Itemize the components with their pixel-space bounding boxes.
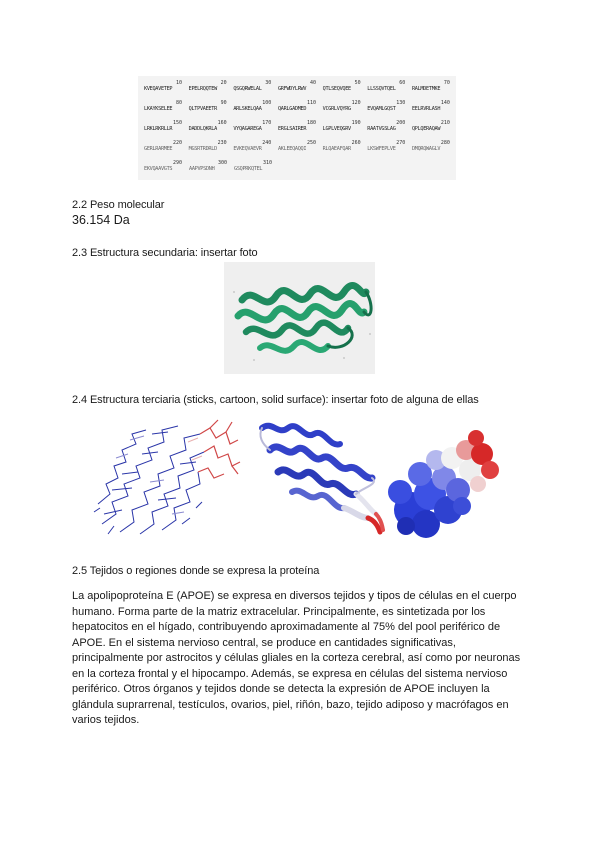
sequence-residues: LKSWFEPLVE — [367, 146, 396, 152]
sequence-block — [367, 80, 407, 92]
sequence-block — [233, 100, 273, 112]
paragraph-line: periférico. Otros órganos y tejidos donde se detecta la expresión de APOE incluyen la — [72, 683, 490, 695]
sequence-number: 170 — [262, 120, 272, 126]
cartoon-model-image — [252, 414, 386, 538]
sequence-row-2 — [144, 100, 452, 112]
sequence-residues: VYQAGAREGA — [233, 126, 262, 132]
sequence-block — [277, 140, 318, 152]
sequence-residues: ARLSKELQAA — [233, 106, 262, 112]
sequence-block — [367, 120, 407, 132]
sequence-number: 10 — [175, 80, 182, 86]
sequence-block — [144, 100, 184, 112]
solid-surface-image — [386, 430, 502, 542]
sequence-residues: RLQAEAFQAR — [322, 146, 351, 152]
sequence-residues: EKVQAAVGTS — [144, 166, 173, 172]
tissues-heading: 2.5 Tejidos o regiones donde se expresa la proteína — [72, 565, 320, 577]
sequence-residues: EVQAMLGQST — [367, 106, 396, 112]
sequence-number: 180 — [306, 120, 316, 126]
sequence-residues: DMQRQWAGLV — [411, 146, 441, 152]
sequence-block — [277, 100, 318, 112]
sequence-residues: GRFWDYLRWV — [277, 86, 307, 92]
sequence-residues: QARLGADMED — [277, 106, 307, 112]
sequence-number: 60 — [399, 80, 406, 86]
paragraph-line: varios tejidos. — [72, 714, 140, 726]
sequence-figure — [138, 76, 456, 180]
paragraph-line: humano. Forma parte de la matriz extracelular. Principalmente, es sintetizada por los — [72, 605, 486, 618]
sequence-block — [411, 140, 452, 152]
sequence-number: 90 — [220, 100, 227, 106]
sequence-block — [322, 80, 363, 92]
tissues-paragraph — [72, 589, 532, 729]
sequence-row-1 — [144, 80, 452, 92]
sequence-number: 110 — [306, 100, 316, 106]
sequence-number: 250 — [306, 140, 316, 146]
sequence-block — [367, 140, 407, 152]
sequence-number: 80 — [175, 100, 182, 106]
sequence-block — [188, 80, 229, 92]
sequence-block — [411, 120, 452, 132]
tertiary-heading: 2.4 Estructura terciaria (sticks, cartoon, solid surface): insertar foto de alguna de ellas — [72, 394, 479, 406]
sequence-residues: KVEQAVETEP — [144, 86, 173, 92]
sequence-block — [233, 140, 273, 152]
sequence-residues: VCGRLVQYRG — [322, 106, 351, 112]
sequence-block — [322, 140, 363, 152]
sequence-residues: DADDLQKRLA — [188, 126, 217, 132]
sequence-block — [234, 160, 274, 172]
sequence-residues: MGSRTRDRLD — [188, 146, 217, 152]
sequence-number: 220 — [172, 140, 182, 146]
sequence-residues: LRKLRKRLLR — [144, 126, 173, 132]
sequence-residues: LKAYKSELEE — [144, 106, 173, 112]
sequence-block — [188, 140, 229, 152]
sequence-number: 20 — [220, 80, 227, 86]
sequence-number: 290 — [172, 160, 182, 166]
sequence-number: 260 — [351, 140, 361, 146]
sequence-block — [233, 120, 273, 132]
sequence-block — [322, 120, 363, 132]
sequence-block — [322, 100, 363, 112]
sequence-residues: RALMDETMKE — [411, 86, 441, 92]
sequence-number: 280 — [440, 140, 450, 146]
paragraph-line: glándula suprarrenal, testículos, ovarios, piel, riñón, bazo, tejido adiposo y macrófagos en — [72, 698, 509, 711]
sequence-number: 50 — [354, 80, 361, 86]
sequence-number: 160 — [217, 120, 227, 126]
sequence-residues: LLSSQVTQEL — [367, 86, 396, 92]
sequence-block — [188, 100, 229, 112]
sequence-number: 40 — [309, 80, 316, 86]
sequence-residues: LGPLVEQGRV — [322, 126, 351, 132]
mw-value: 36.154 Da — [72, 213, 130, 227]
sequence-number: 190 — [351, 120, 361, 126]
sequence-residues: QTLSEQVQEE — [322, 86, 351, 92]
sequence-block — [411, 100, 452, 112]
sequence-block — [277, 80, 318, 92]
sequence-number: 140 — [440, 100, 450, 106]
sequence-residues: GERLRARMEE — [144, 146, 173, 152]
sequence-residues: QPLQERAQAW — [411, 126, 441, 132]
paragraph-line: La apolipoproteína E (APOE) se expresa en diversos tejidos y tipos de células en el cuerpo — [72, 590, 517, 602]
sequence-residues: GSQPRKQTEL — [234, 166, 263, 172]
sequence-block — [144, 160, 184, 172]
sequence-row-5 — [144, 160, 452, 172]
sequence-row-4 — [144, 140, 452, 152]
mw-heading: 2.2 Peso molecular — [72, 199, 165, 211]
sequence-residues: AAPVPSDNH — [189, 166, 215, 172]
sequence-number: 230 — [217, 140, 227, 146]
sequence-number: 120 — [351, 100, 361, 106]
sequence-number: 70 — [443, 80, 450, 86]
sequence-number: 300 — [217, 160, 227, 166]
paragraph-line: en la corteza frontal y el hipocampo. Además, se expresa en células del sistema nervioso — [72, 667, 508, 680]
sequence-residues: EPELRQQTEW — [188, 86, 217, 92]
sequence-number: 270 — [396, 140, 406, 146]
sequence-residues: AKLEEQAQQI — [277, 146, 307, 152]
sequence-block — [144, 120, 184, 132]
paragraph-line: APOE. En el sistema nervioso central, se produce en cantidades significativas, — [72, 636, 456, 649]
paragraph-line: hepatocitos en el hígado, contribuyendo aproximadamente al 75% del pool periférico de — [72, 621, 501, 633]
sequence-block — [144, 140, 184, 152]
sequence-number: 150 — [172, 120, 182, 126]
sticks-model-image — [92, 414, 244, 538]
secondary-heading: 2.3 Estructura secundaria: insertar foto — [72, 247, 258, 259]
sequence-block — [411, 80, 452, 92]
sequence-block — [189, 160, 229, 172]
sequence-number: 100 — [262, 100, 272, 106]
sequence-block — [144, 80, 184, 92]
sequence-number: 30 — [265, 80, 272, 86]
sequence-block — [188, 120, 229, 132]
sequence-residues: RAATVGSLAG — [367, 126, 396, 132]
sequence-number: 130 — [396, 100, 406, 106]
sequence-residues: EELRVRLASH — [411, 106, 441, 112]
sequence-number: 240 — [262, 140, 272, 146]
sequence-block — [367, 100, 407, 112]
paragraph-line: principalmente por astrocitos y células gliales en la corteza cerebral, así como por neuronas — [72, 652, 521, 664]
sequence-row-3 — [144, 120, 452, 132]
sequence-number: 200 — [396, 120, 406, 126]
sequence-number: 310 — [262, 160, 272, 166]
secondary-structure-image — [224, 262, 375, 374]
sequence-residues: QSGQRWELAL — [233, 86, 262, 92]
sequence-number: 210 — [440, 120, 450, 126]
sequence-block — [233, 80, 273, 92]
sequence-residues: EVKEQVAEVR — [233, 146, 262, 152]
sequence-residues: QLTPVAEETR — [188, 106, 217, 112]
sequence-residues: ERGLSAIRER — [277, 126, 307, 132]
sequence-block — [277, 120, 318, 132]
